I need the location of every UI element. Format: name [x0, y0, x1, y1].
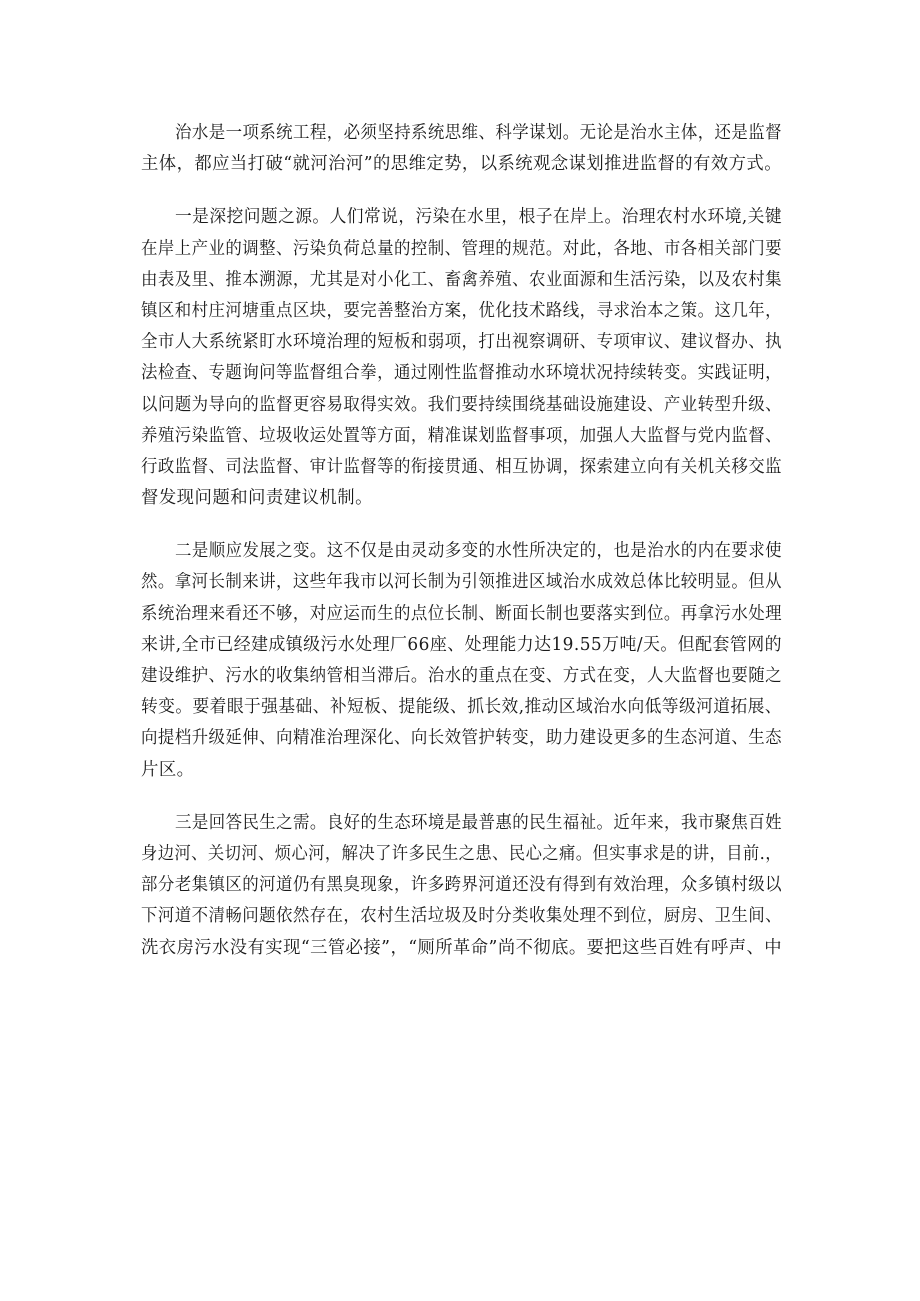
text-line: 三是回答民生之需。良好的生态环境是最普惠的民生福祉。近年来，我市聚焦百姓 — [175, 812, 783, 833]
text-line: 下河道不清畅问题依然存在，农村生活垃圾及时分类收集处理不到位，厨房、卫生间、 — [141, 906, 783, 927]
paragraph-intro — [0, 118, 920, 180]
text-line: 二是顺应发展之变。这不仅是由灵动多变的水性所决定的，也是治水的内在要求使 — [175, 541, 783, 562]
text-line: 养殖污染监管、垃圾收运处置等方面，精准谋划监督事项，加强人大监督与党内监督、 — [141, 425, 783, 446]
text-line: 向提档升级延伸、向精准治理深化、向长效管护转变，助力建设更多的生态河道、生态 — [141, 728, 783, 749]
paragraph-problem-source — [0, 202, 920, 514]
text-line: 一是深挖问题之源。人们常说，污染在水里，根子在岸上。治理农村水环境,关键 — [175, 207, 783, 228]
text-line: 转变。要着眼于强基础、补短板、提能级、抓长效,推动区域治水向低等级河道拓展、 — [141, 697, 782, 718]
text-line: 主体，都应当打破“就河治河”的思维定势，以系统观念谋划推进监督的有效方式。 — [141, 154, 782, 175]
text-line: 部分老集镇区的河道仍有黑臭现象，许多跨界河道还没有得到有效治理，众多镇村级以 — [141, 875, 783, 896]
text-line: 来讲,全市已经建成镇级污水处理厂66座、处理能力达19.55万吨/天。但配套管网的 — [141, 634, 783, 655]
text-line: 洗衣房污水没有实现“三管必接”，“厕所革命”尚不彻底。要把这些百姓有呼声、中 — [141, 937, 782, 958]
text-line: 治水是一项系统工程，必须坚持系统思维、科学谋划。无论是治水主体，还是监督 — [175, 123, 783, 143]
text-line: 建设维护、污水的收集纳管相当滞后。治水的重点在变、方式在变，人大监督也要随之 — [141, 666, 783, 686]
paragraph-development-change — [0, 536, 920, 786]
text-line: 以问题为导向的监督更容易取得实效。我们要持续围绕基础设施建设、产业转型升级、 — [141, 394, 783, 415]
text-line: 镇区和村庄河塘重点区块，要完善整治方案，优化技术路线，寻求治本之策。这几年， — [141, 300, 783, 321]
text-line: 行政监督、司法监督、审计监督等的衔接贯通、相互协调，探索建立向有关机关移交监 — [141, 456, 783, 477]
text-line: 片区。 — [141, 759, 195, 780]
document-body — [0, 118, 920, 986]
paragraph-livelihood-needs — [0, 808, 920, 964]
text-line: 督发现问题和问责建议机制。 — [141, 488, 373, 509]
text-line: 全市人大系统紧盯水环境治理的短板和弱项，打出视察调研、专项审议、建议督办、执 — [141, 332, 783, 353]
text-line: 然。拿河长制来讲，这些年我市以河长制为引领推进区域治水成效总体比较明显。但从 — [141, 572, 783, 593]
text-line: 身边河、关切河、烦心河，解决了许多民生之患、民心之痛。但实事求是的讲，目前.， — [141, 843, 782, 864]
text-line: 系统治理来看还不够，对应运而生的点位长制、断面长制也要落实到位。再拿污水处理 — [141, 603, 783, 624]
text-line: 在岸上产业的调整、污染负荷总量的控制、管理的规范。对此，各地、市各相关部门要 — [141, 238, 783, 259]
text-line: 由表及里、推本溯源，尤其是对小化工、畜禽养殖、农业面源和生活污染，以及农村集 — [141, 269, 783, 290]
text-line: 法检查、专题询问等监督组合拳，通过刚性监督推动水环境状况持续转变。实践证明， — [141, 363, 783, 384]
